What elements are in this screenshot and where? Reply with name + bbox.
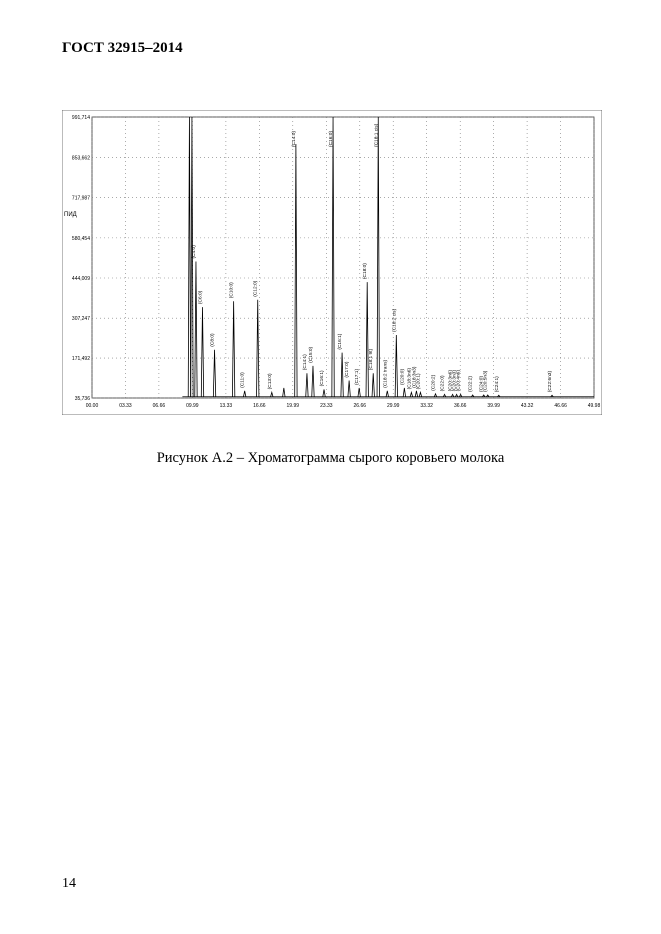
peak-label: (C16:1) [320, 370, 326, 387]
x-tick-label: 16.66 [253, 403, 266, 409]
x-tick-label: 26.66 [353, 403, 367, 409]
peak-label: (C16:1) [338, 333, 344, 350]
peak-label: (C18:3n3) [412, 366, 418, 388]
x-tick-label: 23.33 [320, 403, 333, 409]
page-number: 14 [62, 876, 76, 891]
peak-label: (C6:0) [198, 290, 204, 305]
peak-label: (C18:2 cis) [392, 308, 398, 333]
peak-label: (C18:2 trans) [383, 359, 389, 388]
x-tick-label: 43.32 [520, 403, 534, 409]
peak-label: (C20:0) [400, 368, 406, 385]
x-tick-label: 39.99 [487, 403, 500, 409]
peak-label: (C18:3n6) [407, 367, 413, 390]
x-tick-label: 00.00 [85, 403, 99, 409]
peak-label: (C13:0) [267, 373, 273, 390]
x-tick-label: 03.33 [119, 403, 132, 409]
x-tick-label: 33.32 [420, 403, 433, 409]
peak-label: (C17:1) [355, 368, 361, 385]
document-header: ГОСТ 32915–2014 [62, 40, 183, 56]
x-tick-label: 09.99 [186, 403, 199, 409]
peak-label: (C24:0) [479, 375, 485, 392]
x-tick-label: 13.33 [219, 403, 233, 409]
peak-label: (C16:0) [329, 131, 335, 147]
peak-label: (C18:1 cis) [374, 123, 380, 147]
y-tick-label: 171,492 [71, 356, 90, 363]
peak-label: (C12:0) [253, 280, 259, 297]
peak-label: (C22:0) [440, 375, 446, 392]
y-tick-label: 444,009 [71, 275, 90, 282]
x-tick-label: 36.66 [453, 403, 467, 409]
peak-label: (C15:0) [308, 346, 314, 363]
peak-label: (C8:0) [210, 333, 216, 347]
figure-caption: Рисунок А.2 – Хроматограмма сырого коровьего молока [156, 450, 505, 466]
peak-label: (C20:1) [416, 373, 422, 390]
peak-label: (C17:0) [345, 361, 351, 378]
peak-label: (C14:0) [291, 131, 297, 147]
y-tick-label: 991,714 [71, 115, 90, 121]
y-tick-label: 307,247 [71, 316, 90, 323]
peak-label: (C18:1 9t) [369, 348, 375, 371]
peak-label: (C22:2) [468, 375, 474, 392]
y-tick-label: 580,454 [71, 235, 90, 242]
x-tick-label: 19.99 [286, 403, 300, 409]
peak-label: (C22:6n3) [548, 370, 554, 393]
peak-label: (C14:1) [302, 354, 308, 371]
x-tick-label: 06.66 [152, 403, 166, 409]
peak-label: (C24:1) [494, 376, 500, 393]
peak-label: (C11:0) [240, 372, 246, 388]
peak-label: (C20:3n3) [452, 370, 458, 392]
peak-label: (C10:0) [229, 282, 235, 299]
peak-label: (C20:3n6) [448, 370, 454, 392]
x-tick-label: 49.98 [587, 403, 601, 409]
peak-label: (C20:4n6) [456, 370, 462, 392]
peak-label: (C20:5n3) [483, 370, 489, 392]
peak-label: (C20:2) [431, 374, 437, 391]
y-tick-label: 853,662 [71, 155, 90, 162]
x-tick-label: 29.99 [386, 403, 400, 409]
y-tick-label: 35,736 [74, 396, 90, 402]
y-tick-label: 717,987 [71, 195, 90, 202]
peak-label: (C4:0) [191, 245, 197, 259]
peak-label: (C18:0) [363, 263, 369, 280]
y-axis-label: ПИД [64, 212, 77, 218]
chromatogram-chart [62, 110, 602, 415]
x-tick-label: 46.66 [554, 403, 567, 409]
chromatogram-svg [62, 110, 602, 415]
